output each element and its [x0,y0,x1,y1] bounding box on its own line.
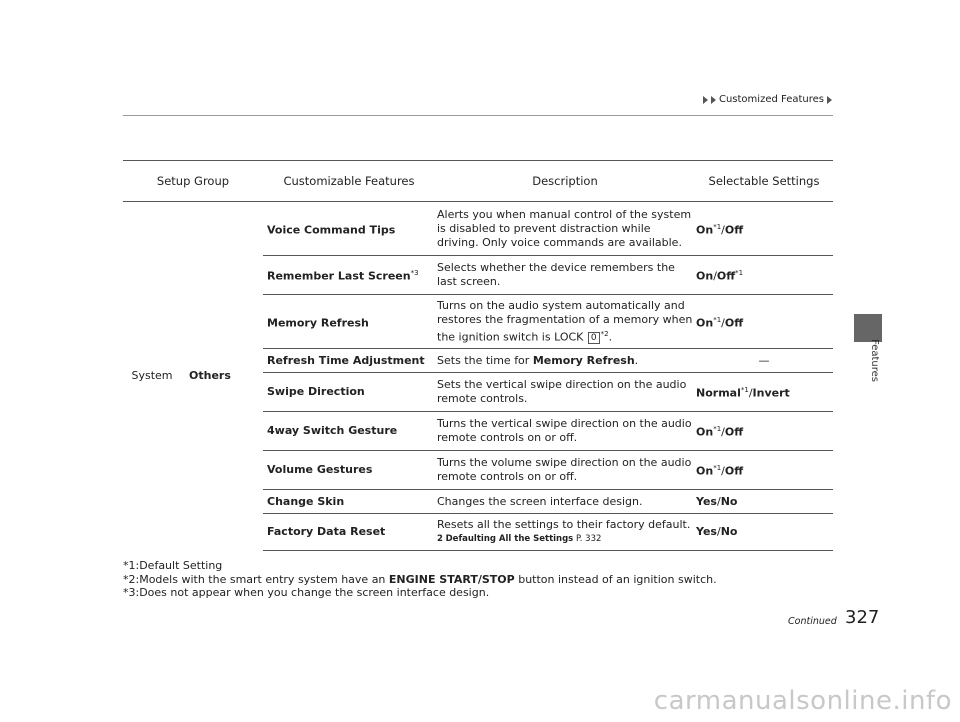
feature-name: Memory Refresh [263,295,435,349]
triangle-right-icon [703,96,708,104]
header-customizable-features: Customizable Features [263,161,435,202]
feature-name: Volume Gestures [263,451,435,490]
footnote-3: *3:Does not appear when you change the screen interface design. [123,586,490,599]
feature-name: Refresh Time Adjustment [263,349,435,373]
header-setup-group: Setup Group [123,161,263,202]
header-rule [123,115,833,116]
breadcrumb-label: Customized Features [718,94,824,105]
customizable-features-table [123,160,833,551]
selectable-setting: On$^{*1}$/Off [695,451,833,490]
feature-name: 4way Switch Gesture [263,412,435,451]
feature-description: Turns the vertical swipe direction on the audio remote controls on or off. [435,412,695,451]
group-others: Others [189,369,231,383]
selectable-setting: On$^{*1}$/Off [695,295,833,349]
selectable-setting: Yes/No [695,490,833,514]
feature-description: Turns the volume swipe direction on the audio remote controls on or off. [435,451,695,490]
selectable-setting: — [695,349,833,373]
reference-arrow-icon: 2 [437,534,443,544]
breadcrumb [703,94,832,105]
feature-name: Swipe Direction [263,373,435,412]
header-description: Description [435,161,695,202]
selectable-setting: On$^{*1}$/Off [695,412,833,451]
selectable-setting: On$^{*1}$/Off [696,222,744,237]
section-label: Features [869,339,880,382]
triangle-right-icon [827,96,832,104]
footnote-1: *1:Default Setting [123,559,223,572]
feature-name: Factory Data Reset [263,514,435,551]
footnotes [123,559,717,600]
feature-description: Alerts you when manual control of the system is disabled to prevent distraction while driving. Only voice commands are available. [437,207,692,249]
cross-reference[interactable]: 2 Defaulting All the Settings P. 332 [437,534,602,544]
page-number: 327 [845,607,880,628]
feature-name: Remember Last Screen$^{*3}$ [263,256,435,295]
feature-description: Changes the screen interface design. [435,490,695,514]
feature-description: Sets the vertical swipe direction on the audio remote controls. [435,373,695,412]
feature-description: Sets the time for Memory Refresh. [435,349,695,373]
header-selectable-settings: Selectable Settings [695,161,833,202]
feature-name: Voice Command Tips [267,223,396,237]
selectable-setting: On/Off$^{*1}$ [695,256,833,295]
section-tab [854,314,882,342]
triangle-right-icon [711,96,716,104]
feature-description: Turns on the audio system automatically and restores the fragmentation of a memory when the ignition switch is LOCK 0 $^{*2}$. [435,295,695,349]
footnote-2: *2:Models with the smart entry system have an ENGINE START/STOP button instead of an ignition switch. [123,572,717,586]
selectable-setting: Yes/No [695,514,833,551]
feature-name: Change Skin [263,490,435,514]
feature-description: Resets all the settings to their factory default. 2 Defaulting All the Settings P. 332 [435,514,695,551]
watermark: carmanualsonline.info [653,686,952,716]
lock-position-key: 0 [588,332,600,344]
feature-description: Selects whether the device remembers the last screen. [435,256,695,295]
continued-label: Continued [788,616,837,627]
group-system: System [131,369,173,383]
selectable-setting: Normal$^{*1}$/Invert [695,373,833,412]
